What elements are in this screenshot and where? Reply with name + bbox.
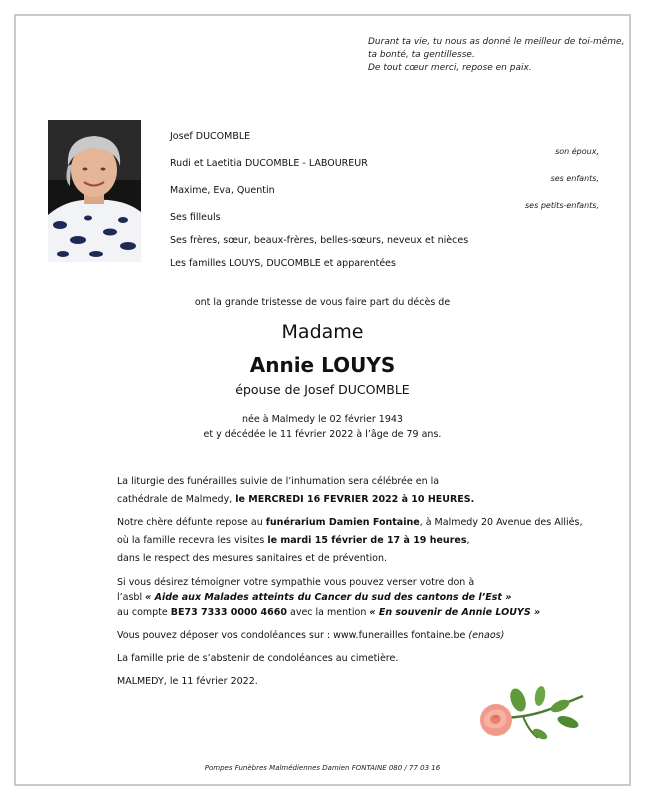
asbl-label: l’asbl: [117, 592, 146, 603]
visit-comma: ,: [466, 535, 470, 546]
donation-line-2: [117, 591, 597, 605]
visit-family-text: où la famille recevra les visites: [117, 535, 268, 546]
quote-line-2: ta bonté, ta gentillesse.: [368, 50, 475, 60]
funeral-home-address: , à Malmedy 20 Avenue des Alliés,: [419, 517, 583, 528]
birth-details: née à Malmedy le 02 février 1943: [242, 414, 403, 425]
account-label: au compte: [117, 607, 171, 618]
family-spouse: Josef DUCOMBLE: [170, 131, 251, 142]
family-godchildren: Ses filleuls: [170, 212, 221, 223]
visitation-info: [117, 516, 597, 566]
family-children: Rudi et Laetitia DUCOMBLE - LABOUREUR: [170, 158, 368, 169]
funeral-location: cathédrale de Malmedy,: [117, 494, 236, 505]
condolences-text: Vous pouvez déposer vos condoléances sur : www.funerailles fontaine.be: [117, 630, 469, 641]
death-details: et y décédée le 11 février 2022 à l’âge de 79 ans.: [203, 429, 442, 440]
visit-line-1: [117, 516, 597, 530]
deceased-title: Madame: [281, 321, 364, 343]
funeral-line-2: [117, 493, 597, 507]
donation-line-1: Si vous désirez témoigner votre sympathie vous pouvez verser votre don à: [117, 577, 475, 588]
quote-line-3: De tout cœur merci, repose en paix.: [368, 63, 532, 73]
epitaph-quote: [368, 36, 623, 75]
mention-label: avec la mention: [286, 607, 370, 618]
bank-account-number: BE73 7333 0000 4660: [170, 607, 287, 618]
visit-hours: le mardi 15 février de 17 à 19 heures: [267, 535, 467, 546]
donation-mention: « En souvenir de Annie LOUYS »: [369, 607, 541, 618]
condolences-site-note: (enaos): [468, 630, 505, 641]
visit-line-2: [117, 534, 597, 548]
relation-grandchildren: ses petits-enfants,: [525, 201, 599, 210]
condolences-line: [117, 629, 597, 643]
date-place: MALMEDY, le 11 février 2022.: [117, 676, 258, 687]
family-grandchildren: Maxime, Eva, Quentin: [170, 185, 275, 196]
donation-line-3: [117, 606, 597, 620]
donation-info: [117, 576, 597, 620]
relation-children: ses enfants,: [550, 174, 599, 183]
charity-name: « Aide aux Malades atteints du Cancer du sud des cantons de l’Est »: [145, 592, 512, 603]
family-extended: Les familles LOUYS, DUCOMBLE et apparentées: [170, 258, 396, 269]
cemetery-note: La famille prie de s’abstenir de condoléances au cimetière.: [117, 653, 399, 664]
condolences-info: [117, 629, 597, 643]
portrait-photo: [48, 120, 141, 262]
deceased-spouse-of: épouse de Josef DUCOMBLE: [235, 382, 410, 397]
relation-spouse: son époux,: [555, 147, 599, 156]
funeral-line-1: La liturgie des funérailles suivie de l’inhumation sera célébrée en la: [117, 476, 440, 487]
funeral-home-name: funérarium Damien Fontaine: [265, 517, 420, 528]
obituary-card: [14, 14, 631, 786]
funeral-home-footer: Pompes Funèbres Malmédiennes Damien FONTAINE 080 / 77 03 16: [204, 764, 441, 772]
funeral-info: [117, 475, 597, 507]
announcement-text: ont la grande tristesse de vous faire part du décès de: [194, 297, 451, 308]
quote-line-1: Durant ta vie, tu nous as donné le meilleur de toi-même,: [368, 37, 625, 47]
deceased-name: Annie LOUYS: [249, 353, 396, 377]
visit-intro: Notre chère défunte repose au: [117, 517, 266, 528]
funeral-datetime: le MERCREDI 16 FEVRIER 2022 à 10 HEURES.: [235, 494, 475, 505]
visit-line-3: dans le respect des mesures sanitaires et de prévention.: [117, 553, 387, 564]
rose-illustration: [468, 678, 588, 748]
family-siblings: Ses frères, sœur, beaux-frères, belles-sœurs, neveux et nièces: [170, 235, 469, 246]
